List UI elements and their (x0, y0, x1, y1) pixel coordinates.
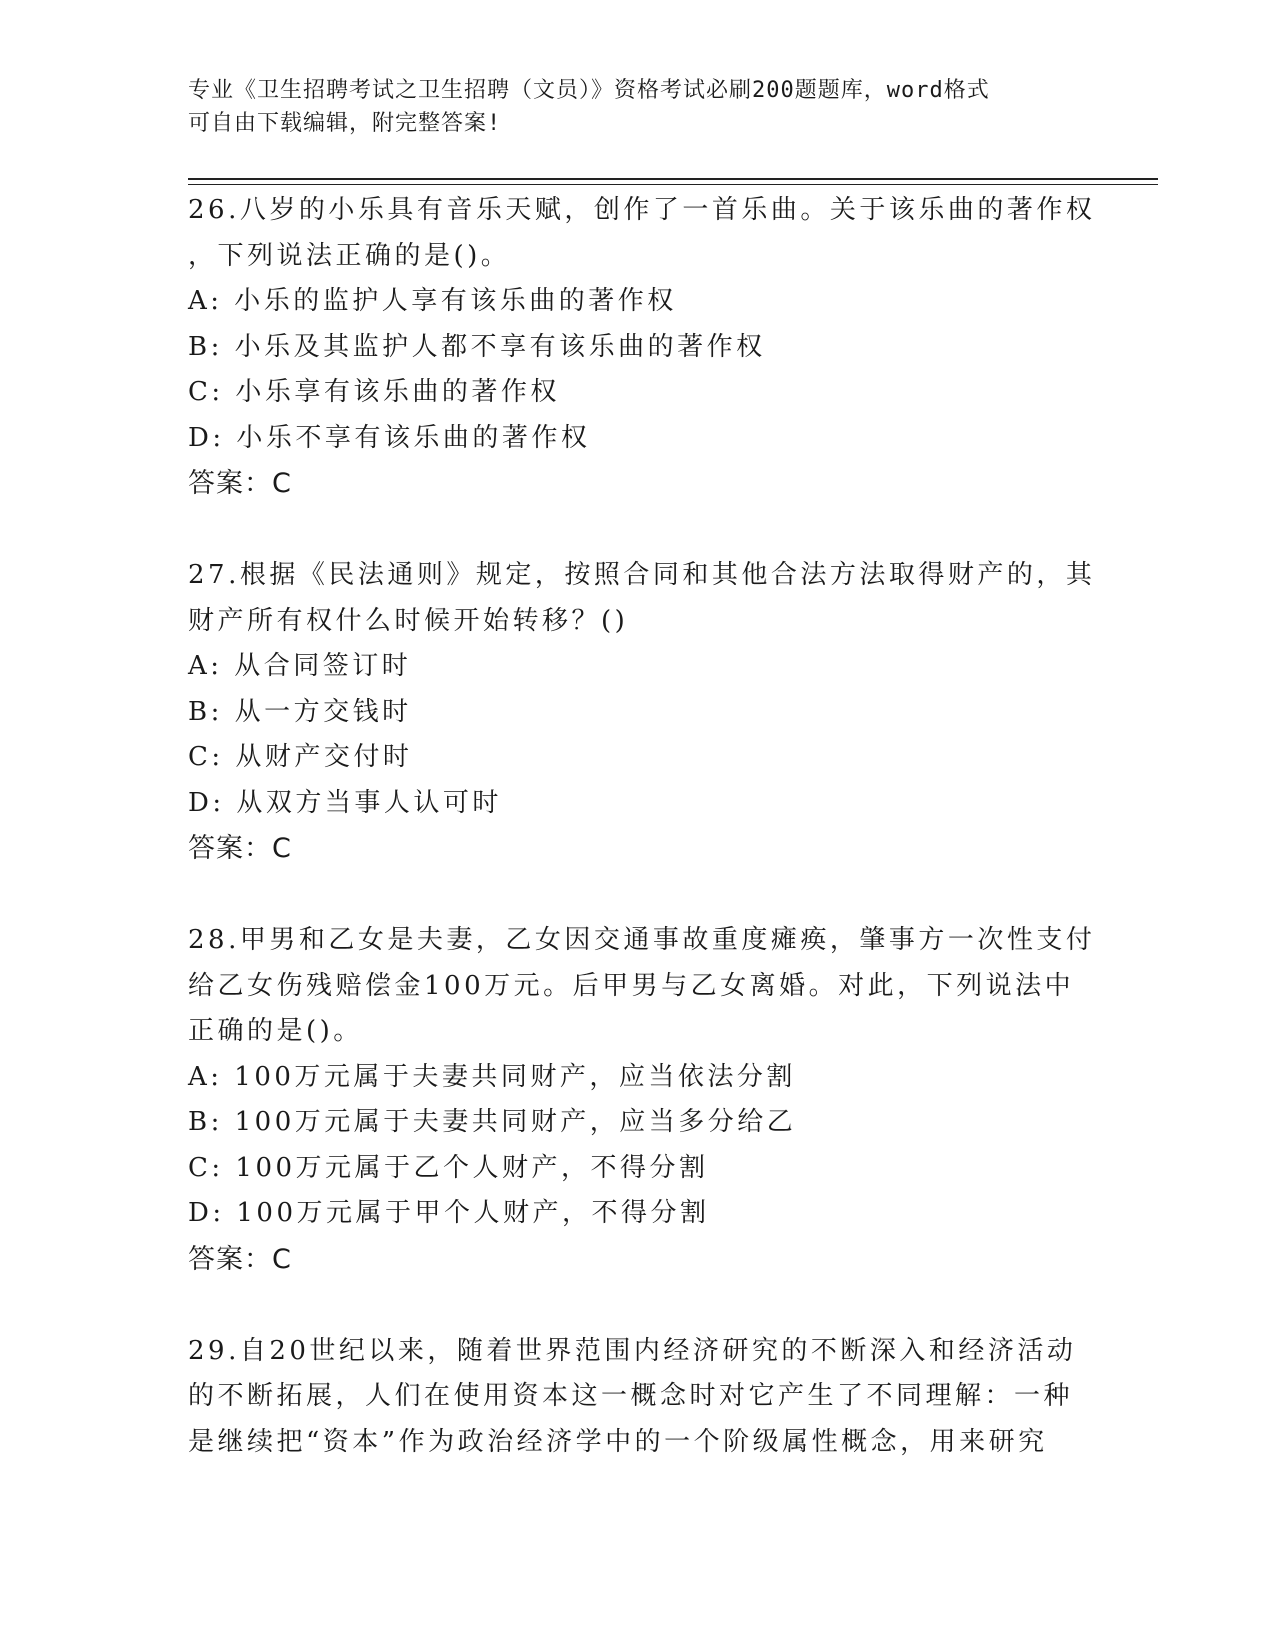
header-line-2: 可自由下载编辑，附完整答案! (188, 111, 502, 136)
option-c: C: 100万元属于乙个人财产，不得分割 (188, 1152, 709, 1183)
header-line-1: 专业《卫生招聘考试之卫生招聘（文员）》资格考试必刷200题题库，word格式 (188, 78, 990, 103)
option-d: D: 100万元属于甲个人财产，不得分割 (188, 1198, 710, 1228)
option-a: A: 100万元属于夫妻共同财产，应当依法分割 (188, 1061, 796, 1092)
question-stem-line: 正确的是()。 (188, 1016, 363, 1046)
question-stem-line: 的不断拓展，人们在使用资本这一概念时对它产生了不同理解：一种 (188, 1381, 1074, 1411)
document-header (188, 74, 1068, 140)
option-d: D: 小乐不享有该乐曲的著作权 (188, 422, 591, 453)
question-29 (188, 1329, 1088, 1466)
option-a: A: 从合同签订时 (188, 651, 412, 681)
answer-line: 答案：C (188, 833, 292, 864)
answer-line: 答案：C (188, 1243, 292, 1275)
option-c: C: 从财产交付时 (188, 742, 413, 772)
option-b: B: 100万元属于夫妻共同财产，应当多分给乙 (188, 1107, 797, 1137)
question-stem-line: 26.八岁的小乐具有音乐天赋，创作了一首乐曲。关于该乐曲的著作权 (188, 195, 1096, 225)
question-stem-line: 财产所有权什么时候开始转移？() (188, 605, 629, 636)
header-rule-thin (188, 184, 1158, 185)
question-26 (188, 188, 1096, 507)
option-d: D: 从双方当事人认可时 (188, 787, 502, 818)
option-b: B: 小乐及其监护人都不享有该乐曲的著作权 (188, 331, 766, 362)
question-stem-line: 28.甲男和乙女是夫妻，乙女因交通事故重度瘫痪，肇事方一次性支付 (188, 925, 1096, 955)
answer-line: 答案：C (188, 468, 292, 499)
question-27 (188, 553, 1096, 872)
option-a: A: 小乐的监护人享有该乐曲的著作权 (188, 286, 677, 316)
question-stem-line: 是继续把“资本”作为政治经济学中的一个阶级属性概念，用来研究 (188, 1426, 1048, 1457)
header-rule-thick (188, 178, 1158, 180)
question-list (188, 188, 1096, 1511)
option-b: B: 从一方交钱时 (188, 696, 412, 727)
question-28 (188, 918, 1096, 1283)
question-stem-line: 给乙女伤残赔偿金100万元。后甲男与乙女离婚。对此，下列说法中 (188, 970, 1075, 1001)
question-stem-line: ，下列说法正确的是()。 (188, 240, 511, 271)
option-c: C: 小乐享有该乐曲的著作权 (188, 377, 560, 407)
question-stem-line: 27.根据《民法通则》规定，按照合同和其他合法方法取得财产的，其 (188, 560, 1096, 590)
question-stem-line: 29.自20世纪以来，随着世界范围内经济研究的不断深入和经济活动 (188, 1335, 1077, 1366)
